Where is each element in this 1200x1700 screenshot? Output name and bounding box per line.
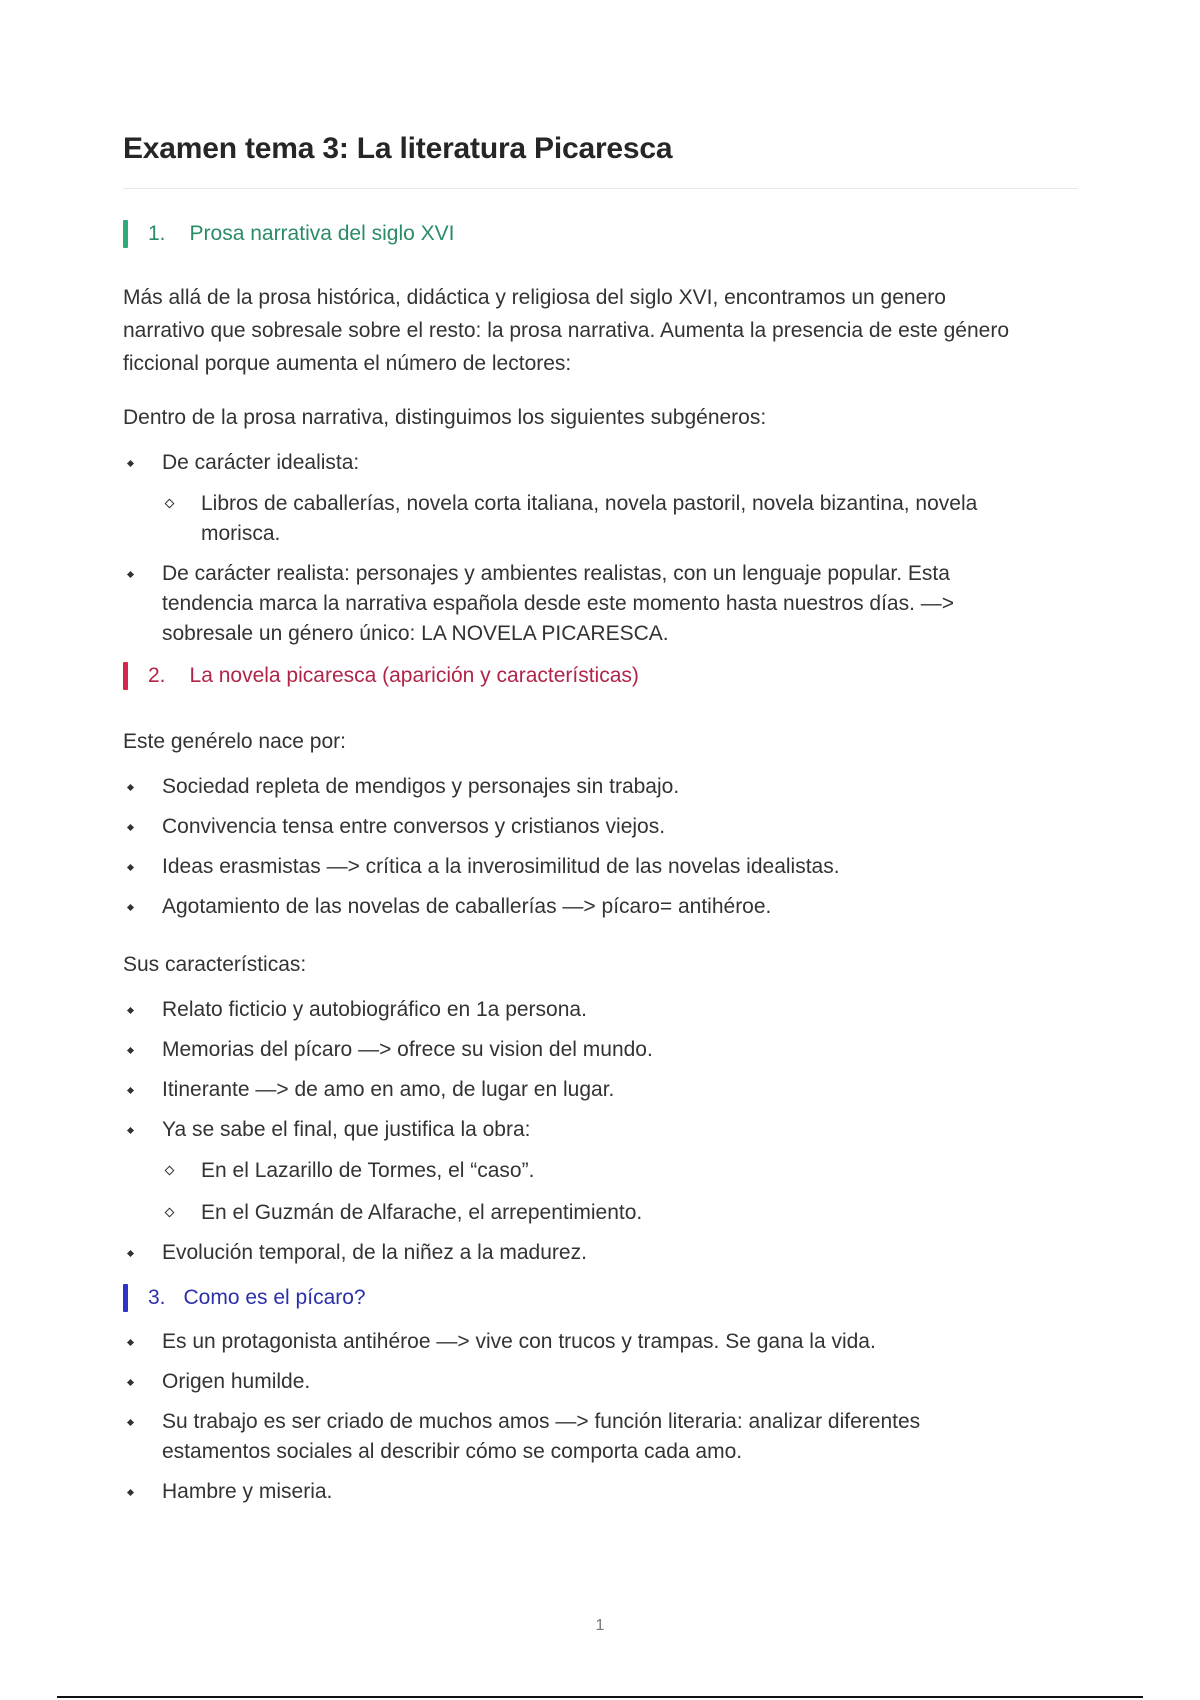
- sub-list: [162, 489, 1078, 549]
- paragraph-origin: Este genérelo nace por:: [123, 730, 346, 753]
- bullet-icon: [127, 1489, 134, 1496]
- bullet-icon: [127, 1379, 134, 1386]
- list-item-text: En el Guzmán de Alfarache, el arrepentimiento.: [201, 1201, 643, 1224]
- bullet-icon: [127, 824, 134, 831]
- list-item: [123, 448, 1078, 549]
- list-item: [123, 1407, 1078, 1467]
- section-number: 2.: [148, 664, 166, 687]
- section-accent-bar: [123, 662, 128, 690]
- bullet-icon: [127, 1007, 134, 1014]
- paragraph-subgenres: Dentro de la prosa narrativa, distinguimos los siguientes subgéneros:: [123, 406, 767, 429]
- list-item-text: En el Lazarillo de Tormes, el “caso”.: [201, 1159, 535, 1182]
- bullet-icon: [127, 1419, 134, 1426]
- section-title: Prosa narrativa del siglo XVI: [189, 222, 455, 245]
- sub-list-item: [162, 1156, 1078, 1186]
- bullet-icon: [127, 1339, 134, 1346]
- traits-list: [123, 995, 1078, 1268]
- paragraph-line: ficcional porque aumenta el número de lectores:: [123, 352, 572, 375]
- list-item-text: Relato ficticio y autobiográfico en 1a persona.: [162, 998, 587, 1021]
- bullet-icon: [127, 460, 134, 467]
- bullet-icon: [127, 571, 134, 578]
- bullet-icon: [127, 864, 134, 871]
- bullet-icon: [127, 1087, 134, 1094]
- bullet-icon: [127, 1250, 134, 1257]
- list-item: [123, 892, 1078, 922]
- picaro-list: [123, 1327, 1078, 1507]
- section-title: La novela picaresca (aparición y características): [189, 664, 639, 687]
- list-item-text: Su trabajo es ser criado de muchos amos —> función literaria: analizar diferentes: [162, 1410, 921, 1433]
- bullet-icon: [127, 1047, 134, 1054]
- list-item: [123, 852, 1078, 882]
- list-item-text: estamentos sociales al describir cómo se comporta cada amo.: [162, 1440, 743, 1463]
- sub-bullet-icon: [165, 1208, 175, 1218]
- sub-bullet-icon: [165, 499, 175, 509]
- list-item-text: Itinerante —> de amo en amo, de lugar en lugar.: [162, 1078, 615, 1101]
- list-item-text: tendencia marca la narrativa española desde este momento hasta nuestros días. —>: [162, 592, 955, 615]
- paragraph-traits: Sus características:: [123, 953, 307, 976]
- section-number: 1.: [148, 222, 166, 245]
- list-item-text: Ya se sabe el final, que justifica la obra:: [162, 1118, 531, 1141]
- list-item-text: Evolución temporal, de la niñez a la madurez.: [162, 1241, 587, 1264]
- list-item: [123, 1035, 1078, 1065]
- subgenre-list: [123, 448, 1078, 649]
- list-item-text: Convivencia tensa entre conversos y cristianos viejos.: [162, 815, 666, 838]
- list-item-text: Libros de caballerías, novela corta italiana, novela pastoril, novela bizantina, novela: [201, 492, 978, 515]
- section-accent-bar: [123, 220, 128, 248]
- bullet-icon: [127, 784, 134, 791]
- list-item-text: De carácter realista: personajes y ambientes realistas, con un lenguaje popular. Esta: [162, 562, 950, 585]
- bullet-icon: [127, 1127, 134, 1134]
- list-item-text: morisca.: [201, 522, 281, 545]
- sub-list-item: [162, 489, 1078, 549]
- document-title: Examen tema 3: La literatura Picaresca: [123, 132, 673, 165]
- list-item-text: Ideas erasmistas —> crítica a la inverosimilitud de las novelas idealistas.: [162, 855, 840, 878]
- list-item: [123, 772, 1078, 802]
- paragraph-line: Más allá de la prosa histórica, didáctica y religiosa del siglo XVI, encontramos un genero: [123, 286, 946, 309]
- list-item-text: sobresale un género único: LA NOVELA PICARESCA.: [162, 622, 669, 645]
- list-item-text: De carácter idealista:: [162, 451, 360, 474]
- list-item: [123, 1075, 1078, 1105]
- list-item: [123, 1115, 1078, 1228]
- causes-list: [123, 772, 1078, 922]
- section-title: Como es el pícaro?: [183, 1286, 366, 1309]
- list-item-text: Memorias del pícaro —> ofrece su vision del mundo.: [162, 1038, 653, 1061]
- paragraph-intro: [123, 281, 1078, 380]
- paragraph-line: narrativo que sobresale sobre el resto: la prosa narrativa. Aumenta la presencia de este género: [123, 319, 1010, 342]
- sub-bullet-icon: [165, 1166, 175, 1176]
- section-heading-1: [123, 219, 1078, 249]
- list-item-text: Origen humilde.: [162, 1370, 311, 1393]
- list-item-text: Hambre y miseria.: [162, 1480, 333, 1503]
- list-item: [123, 1477, 1078, 1507]
- list-item: [123, 1238, 1078, 1268]
- list-item-text: Es un protagonista antihéroe —> vive con trucos y trampas. Se gana la vida.: [162, 1330, 876, 1353]
- section-accent-bar: [123, 1284, 128, 1312]
- list-item: [123, 1367, 1078, 1397]
- bullet-icon: [127, 904, 134, 911]
- list-item: [123, 995, 1078, 1025]
- title-divider: [123, 188, 1078, 189]
- list-item: [123, 1327, 1078, 1357]
- sub-list-item: [162, 1198, 1078, 1228]
- document-content: [123, 128, 1078, 1507]
- list-item: [123, 812, 1078, 842]
- list-item-text: Sociedad repleta de mendigos y personajes sin trabajo.: [162, 775, 680, 798]
- list-item: [123, 559, 1078, 649]
- section-heading-3: [123, 1283, 1078, 1313]
- list-item-text: Agotamiento de las novelas de caballerías —> pícaro= antihéroe.: [162, 895, 772, 918]
- section-number: 3.: [148, 1286, 166, 1309]
- page-number: 1: [595, 1617, 605, 1634]
- section-heading-2: [123, 661, 1078, 691]
- page-bottom-divider: [57, 1696, 1143, 1698]
- sub-list: [162, 1156, 1078, 1228]
